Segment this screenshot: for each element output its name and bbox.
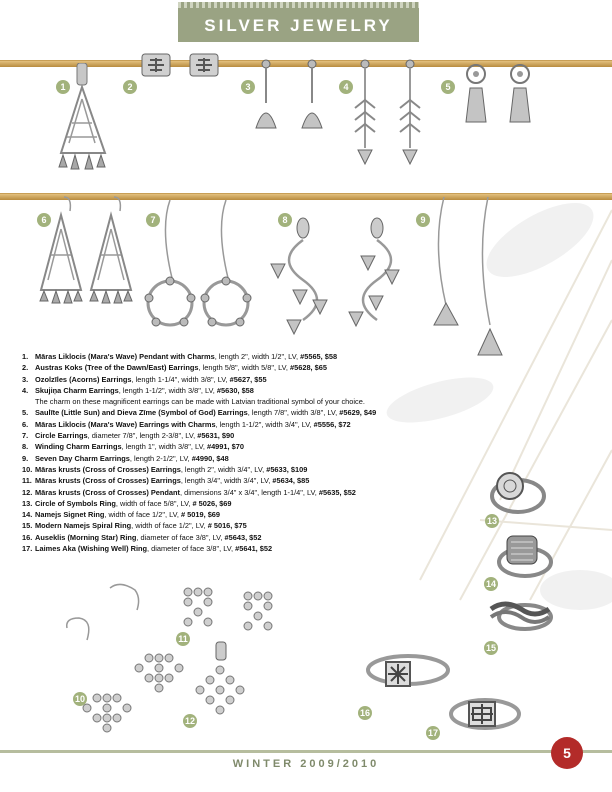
product-item-1: 1. Māras Liklocis (Mara's Wave) Pendant with Charms, length 2", width 1/2", LV, #5565, $58 — [22, 352, 338, 361]
badge-3: 3 — [241, 80, 255, 94]
badge-7: 7 — [146, 213, 160, 227]
product-item-16: 16. Auseklis (Morning Star) Ring, diameter of face 3/8", LV, #5643, $52 — [22, 532, 262, 542]
product-item-14: 14. Namejs Signet Ring, width of face 1/2", LV, # 5019, $69 — [22, 510, 221, 520]
badge-2: 2 — [123, 80, 137, 94]
pendant-12-image — [190, 640, 260, 720]
badge-1: 1 — [56, 80, 70, 94]
product-item-4: 4. Skujiņa Charm Earrings, length 1-1/2", width 3/8", LV, #5630, $58 — [22, 385, 254, 395]
badge-9: 9 — [416, 213, 430, 227]
badge-8: 8 — [278, 213, 292, 227]
product-item-7: 7. Circle Earrings, diameter 7/8", length 2-3/8", LV, #5631, $90 — [22, 431, 235, 441]
badge-14: 14 — [485, 579, 496, 589]
product-item-9: 9. Seven Day Charm Earrings, length 2-1/2", LV, #4990, $48 — [22, 453, 229, 463]
badge-15: 15 — [485, 643, 496, 653]
earrings-6-image — [36, 195, 136, 305]
badge-12: 12 — [184, 716, 195, 726]
product-item-5: 5. Saulīte (Little Sun) and Dieva Zīme (Symbol of God) Earrings, length 7/8", width 3/8", LV, #5629, $49 — [22, 408, 377, 418]
ring-16-image — [362, 646, 452, 701]
earrings-11-image — [178, 582, 288, 637]
badge-11: 11 — [176, 632, 190, 646]
footer-divider — [0, 750, 612, 753]
earrings-5-image — [462, 64, 542, 126]
earrings-2-image — [140, 52, 230, 78]
title-banner — [178, 2, 419, 42]
badge-16: 16 — [359, 708, 370, 718]
product-item-11: 11. Māras krusts (Cross of Crosses) Earrings, length 3/4", width 3/4", LV, #5634, $85 — [22, 476, 310, 486]
earrings-3-image — [252, 58, 332, 138]
badge-10: 10 — [74, 694, 85, 704]
product-item-15: 15. Modern Namejs Spiral Ring, width of face 1/2", LV, # 5016, $75 — [22, 521, 247, 531]
product-note: The charm on these magnificent earrings can be made with Latvian traditional symbol of your choice. — [35, 397, 365, 407]
ring-15-image — [485, 595, 555, 635]
earrings-9-image — [420, 195, 510, 365]
banner-pattern — [178, 2, 419, 8]
product-item-12: 12. Māras krusts (Cross of Crosses) Pendant, dimensions 3/4" x 3/4", length 1-1/4", LV, #5635, $52 — [22, 487, 356, 497]
product-item-2: 2. Austras Koks (Tree of the Dawn/East) Earrings, length 5/8", width 5/8", LV, #5628, $65 — [22, 363, 327, 373]
ring-17-image — [445, 690, 525, 738]
product-item-8: 8. Winding Charm Earrings, length 1", width 3/8", LV, #4991, $70 — [22, 442, 244, 452]
product-item-3: 3. Ozolzīles (Acorns) Earrings, length 1-1/4", width 3/8", LV, #5627, $55 — [22, 374, 267, 384]
product-item-6: 6. Māras Liklocis (Mara's Wave) Earrings with Charms, length 1-1/2", width 3/4", LV, #5556, $72 — [22, 419, 351, 429]
product-list — [22, 351, 522, 554]
footer-season: WINTER 2009/2010 — [232, 758, 380, 770]
product-item-13: 13. Circle of Symbols Ring, width of face 5/8", LV, # 5026, $69 — [22, 498, 232, 508]
page-title: SILVER JEWELRY — [204, 16, 393, 35]
badge-17: 17 — [427, 728, 438, 738]
earrings-4-image — [350, 58, 430, 168]
product-item-17: 17. Laimes Aka (Wishing Well) Ring, diameter of face 3/8", LV, #5641, $52 — [22, 544, 273, 554]
earrings-10-image — [55, 580, 195, 750]
badge-4: 4 — [339, 80, 353, 94]
product-item-10: 10. Māras krusts (Cross of Crosses) Earrings, length 2", width 3/4", LV, #5633, $109 — [22, 464, 308, 474]
badge-6: 6 — [37, 213, 51, 227]
badge-5: 5 — [441, 80, 455, 94]
page-number: 5 — [551, 737, 583, 769]
badge-13: 13 — [486, 516, 497, 526]
